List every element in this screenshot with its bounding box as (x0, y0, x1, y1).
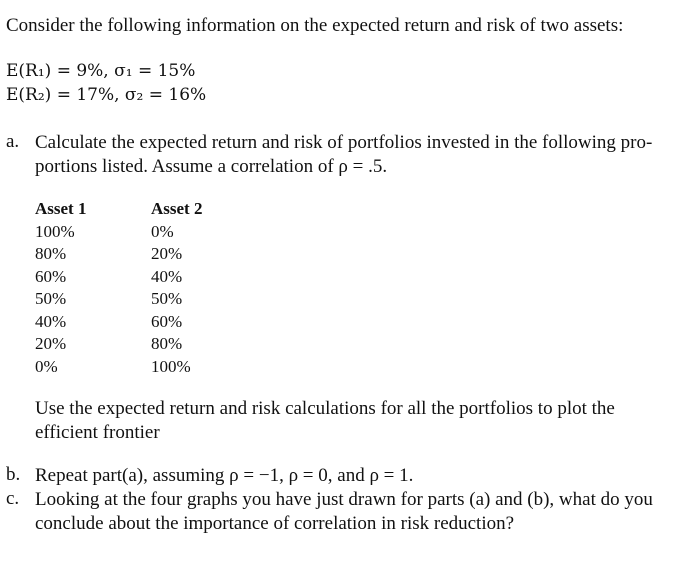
table-cell: 50% (151, 289, 183, 308)
asset-1-column (35, 198, 86, 378)
table-cell: 20% (151, 244, 183, 263)
part-a-marker: a. (6, 131, 20, 152)
asset-2-header: Asset 2 (151, 199, 203, 218)
table-cell: 100% (151, 356, 191, 376)
table-cell: 80% (151, 334, 183, 353)
table-cell: 50% (35, 289, 67, 308)
equation-asset-2: E(R₂) = 17%, σ₂ = 16% (6, 85, 207, 105)
table-cell: 80% (35, 244, 67, 263)
table-cell: 0% (151, 221, 174, 241)
part-b-marker: b. (6, 464, 21, 485)
intro-text: Consider the following information on the expected return and risk of two assets: (6, 15, 624, 36)
part-b-text: Repeat part(a), assuming ρ = −1, ρ = 0, and ρ = 1. (35, 465, 414, 486)
asset-2-column (151, 198, 202, 378)
part-a-text: Calculate the expected return and risk of portfolios invested in the following pro-portions listed. Assume a correlation of ρ = .5. (35, 132, 653, 177)
efficient-frontier-note: Use the expected return and risk calculations for all the portfolios to plot the efficient frontier (35, 398, 615, 443)
table-cell: 40% (35, 311, 67, 331)
table-cell: 100% (35, 221, 75, 241)
asset-1-header: Asset 1 (35, 199, 87, 218)
table-cell: 20% (35, 334, 67, 353)
part-c-marker: c. (6, 488, 20, 509)
table-cell: 60% (151, 311, 183, 331)
equation-asset-1: E(R₁) = 9%, σ₁ = 15% (6, 61, 196, 81)
table-cell: 40% (151, 266, 183, 286)
table-cell: 60% (35, 266, 67, 286)
part-c-text: Looking at the four graphs you have just drawn for parts (a) and (b), what do you conclude about the importance of correlation in risk reduction? (35, 489, 653, 534)
table-cell: 0% (35, 356, 58, 376)
